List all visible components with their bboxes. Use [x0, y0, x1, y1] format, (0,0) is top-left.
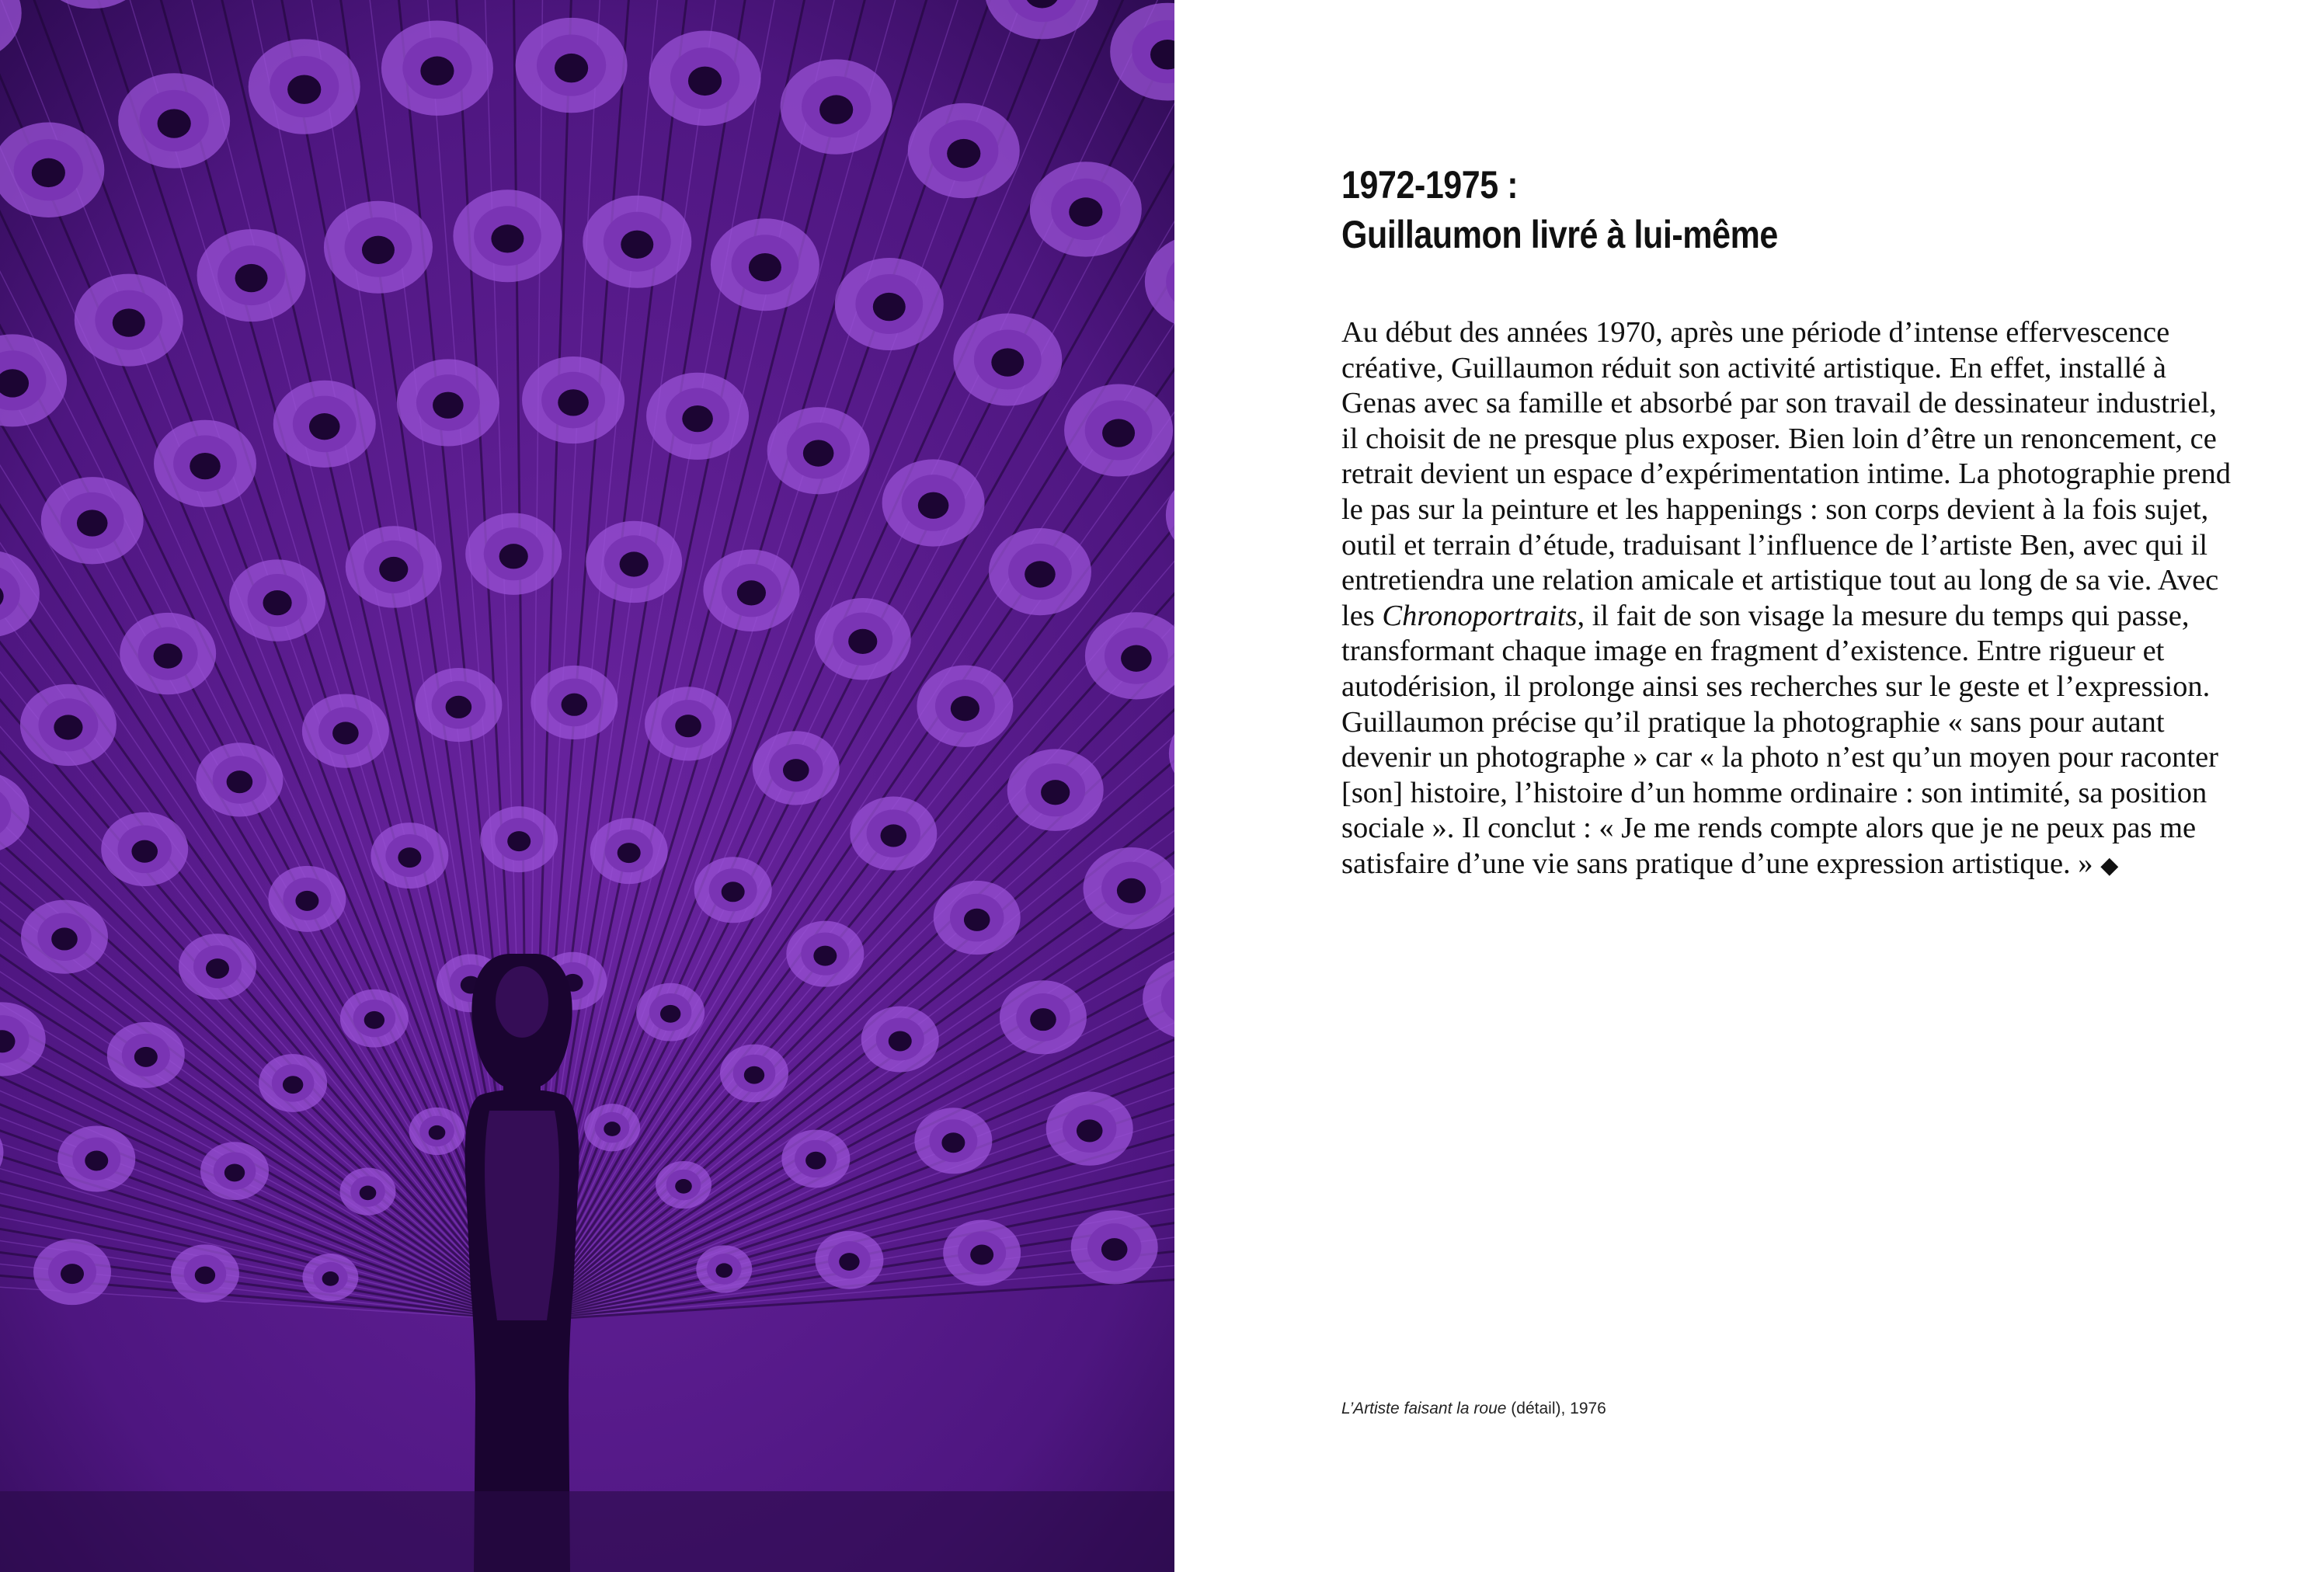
feather-eye	[590, 818, 668, 884]
feather-eye	[703, 550, 799, 631]
feather-eye	[259, 1054, 327, 1112]
feather-eye	[1000, 980, 1087, 1054]
feather-eye	[645, 687, 732, 760]
feather-eye	[229, 559, 325, 641]
feather-eye	[882, 459, 985, 546]
feather-eye	[101, 812, 188, 886]
feather-eye	[346, 526, 442, 607]
feather-eye	[324, 201, 433, 294]
feather-eye	[516, 18, 628, 113]
body-text-part1: Au début des années 1970, après une période d’intense effervescence créative, Guillaumon réduit son activité artistique. En effet, installé à Genas avec sa famille et absorbé par son travail de dessinateur industriel, il choisit de ne presque plus exposer. Bien loin d’être un renoncement, ce retrait devient un espace d’expérimentation intime. La photographie prend le pas sur la peinture et les happenings : son corps devient à la fois sujet, outil et terrain d’étude, traduisant l’influence de l’artiste Ben, avec qui il entretiendra une relation amicale et artistique tout au long de sa vie. Avec les	[1341, 316, 2231, 632]
feather-eye	[914, 1108, 992, 1174]
feather-eye	[397, 359, 499, 446]
feather-eye	[861, 1006, 939, 1072]
feather-eye	[1007, 749, 1104, 830]
feather-eye	[835, 258, 944, 350]
feather-eye	[815, 598, 911, 680]
feather-eye	[694, 857, 772, 923]
article-body	[1341, 315, 2235, 884]
feather-eye	[107, 1022, 185, 1088]
feather-eye	[781, 1130, 850, 1188]
caption-title: L’Artiste faisant la roue	[1341, 1400, 1507, 1417]
feather-eye	[409, 1108, 465, 1155]
feather-eye	[850, 797, 937, 871]
ground-shadow	[0, 1491, 1174, 1572]
feather-eye	[268, 866, 346, 932]
text-page	[1174, 0, 2324, 1572]
feather-eye	[646, 373, 749, 460]
feather-eye	[171, 1244, 239, 1302]
feather-eye	[465, 513, 562, 594]
feather-eye	[200, 1142, 269, 1200]
body-text-italic-title: Chronoportraits	[1382, 599, 1578, 632]
caption-details: (détail), 1976	[1506, 1400, 1606, 1417]
feather-eye	[57, 1125, 135, 1191]
feather-eye	[989, 528, 1091, 615]
heading-title: Guillaumon livré à lui-même	[1341, 213, 1778, 256]
feather-eye	[371, 823, 448, 889]
feather-eye	[249, 39, 360, 134]
feather-eye	[815, 1231, 883, 1289]
feather-eye	[453, 190, 562, 282]
feather-eye	[41, 477, 144, 564]
feather-eye	[340, 989, 409, 1048]
feather-eye	[636, 983, 705, 1042]
feather-eye	[340, 1167, 396, 1215]
feather-eye	[415, 668, 502, 742]
feather-eye	[522, 356, 624, 443]
feather-eye	[302, 694, 389, 768]
heading-years: 1972-1975 :	[1341, 163, 1519, 207]
feather-eye	[75, 274, 183, 367]
feather-eye	[21, 900, 108, 974]
feather-eye	[381, 20, 493, 115]
feather-eye	[1071, 1210, 1158, 1284]
feather-eye	[586, 521, 682, 603]
feather-eye	[696, 1245, 752, 1292]
feather-eye	[953, 314, 1062, 406]
feather-eye	[302, 1254, 358, 1301]
feather-eye	[118, 73, 230, 168]
feather-eye	[154, 420, 256, 507]
feather-eye	[197, 229, 306, 322]
feather-eye	[1030, 162, 1142, 256]
feather-eye	[767, 407, 870, 494]
feather-eye	[753, 731, 840, 805]
feather-eye	[786, 921, 864, 987]
feather-eye	[908, 103, 1020, 198]
body-text-part2: , il fait de son visage la mesure du temps qui passe, transformant chaque image en fragment d’existence. Entre rigueur et autodérision, il prolonge ainsi ses recherches sur le geste et l’expression. Guillaumon précise qu’il pratique la photographie « sans pour autant devenir un photographe » car « la photo n’est qu’un moyen pour raconter [son] histoire, l’histoire d’un homme ordinaire : son intimité, sa position sociale ». Il conclut : « Je me rends compte alors que je ne peux pas me satisfaire d’une vie sans pratique d’une expression artistique. »	[1341, 599, 2218, 880]
feather-eye	[480, 806, 558, 872]
feather-eye	[649, 31, 761, 126]
feather-eye	[711, 218, 819, 311]
feather-eye	[781, 59, 892, 154]
feather-eye	[720, 1045, 788, 1103]
photo-caption	[1341, 1398, 2040, 1420]
feather-eye	[196, 743, 283, 816]
article-heading	[1341, 160, 2076, 259]
feather-eye	[273, 381, 376, 468]
feather-eye	[1046, 1092, 1133, 1166]
feather-eye	[179, 934, 256, 1000]
feather-eye	[917, 665, 1013, 746]
feather-eye	[934, 881, 1021, 955]
feather-eye	[20, 684, 117, 766]
feather-eye	[120, 613, 216, 694]
feather-eye	[1064, 384, 1173, 477]
feather-eye	[33, 1239, 111, 1305]
diamond-end-mark-icon: ◆	[2100, 852, 2119, 878]
feather-eye	[531, 666, 618, 739]
feather-eye	[656, 1161, 711, 1209]
feather-eye	[583, 196, 691, 288]
feather-eye	[943, 1220, 1021, 1286]
feather-eye	[584, 1104, 640, 1151]
